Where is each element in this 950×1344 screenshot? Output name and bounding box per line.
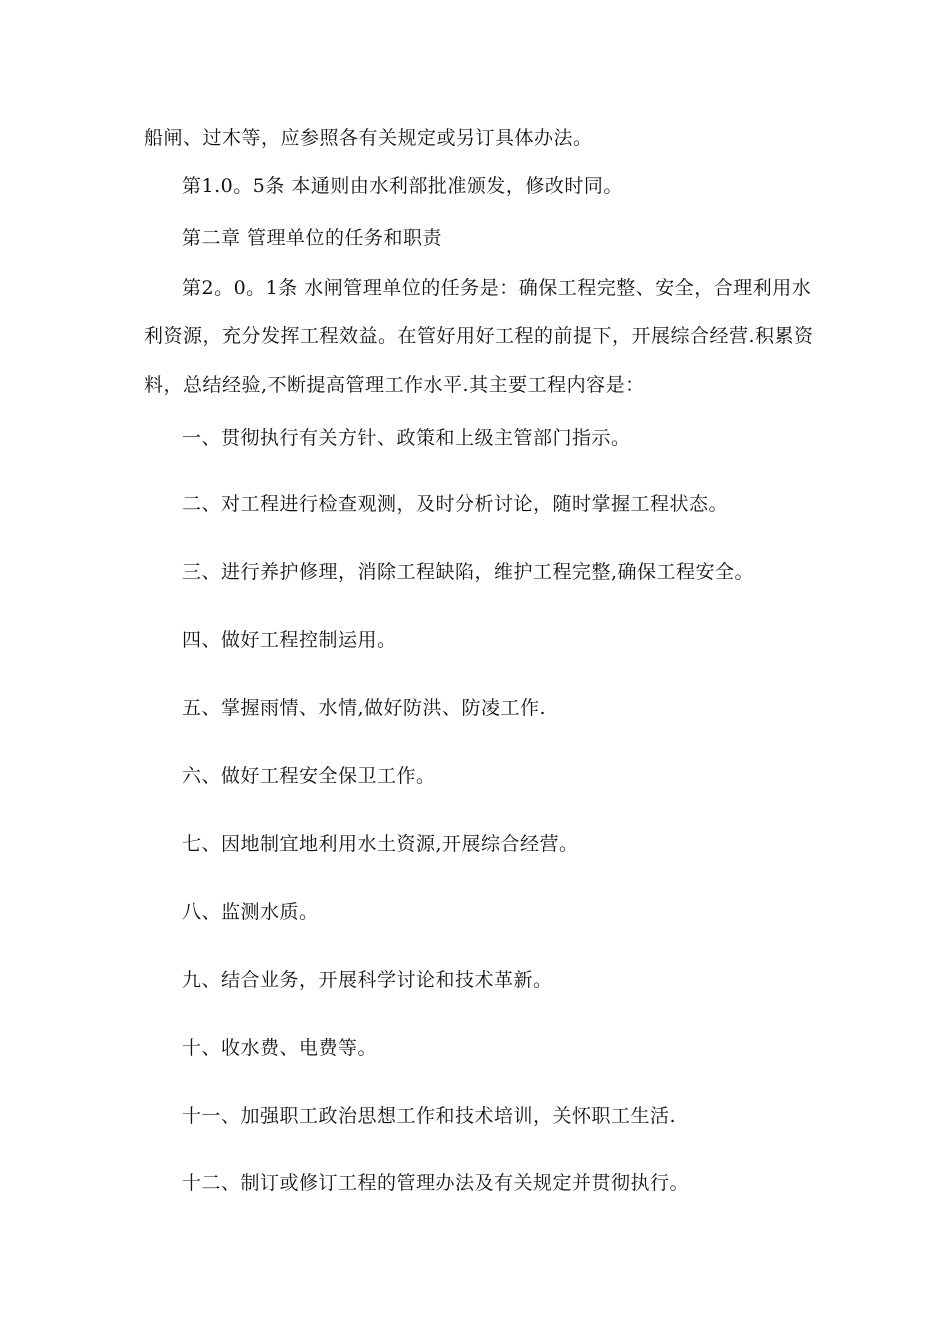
article-2-0-1-line-2: 利资源，充分发挥工程效益。在管好用好工程的前提下，开展综合经营.积累资	[144, 325, 814, 347]
list-item-6: 六、做好工程安全保卫工作。	[182, 765, 436, 787]
article-2-0-1-line-3: 料，总结经验,不断提高管理工作水平.其主要工程内容是：	[144, 374, 645, 396]
list-item-2: 二、对工程进行检查观测，及时分析讨论，随时掌握工程状态。	[182, 493, 729, 515]
list-item-10: 十、收水费、电费等。	[182, 1037, 378, 1059]
list-item-7: 七、因地制宜地利用水土资源,开展综合经营。	[182, 833, 579, 855]
article-2-0-1-line-1: 第2。0。1条 水闸管理单位的任务是：确保工程完整、安全，合理利用水	[182, 277, 812, 299]
list-item-11: 十一、加强职工政治思想工作和技术培训，关怀职工生活.	[182, 1105, 677, 1127]
list-item-1: 一、贯彻执行有关方针、政策和上级主管部门指示。	[182, 427, 631, 449]
chapter-2-heading: 第二章 管理单位的任务和职责	[182, 227, 443, 249]
article-1-0-5: 第1.0。5条 本通则由水利部批准颁发，修改时同。	[182, 175, 623, 197]
list-item-5: 五、掌握雨情、水情,做好防洪、防凌工作.	[182, 697, 547, 719]
list-item-3: 三、进行养护修理，消除工程缺陷，维护工程完整,确保工程安全。	[182, 561, 755, 583]
list-item-8: 八、监测水质。	[182, 901, 319, 923]
list-item-9: 九、结合业务，开展科学讨论和技术革新。	[182, 969, 553, 991]
list-item-12: 十二、制订或修订工程的管理办法及有关规定并贯彻执行。	[182, 1172, 690, 1194]
text-line-continuation: 船闸、过木等，应参照各有关规定或另订具体办法。	[144, 127, 593, 149]
list-item-4: 四、做好工程控制运用。	[182, 629, 397, 651]
